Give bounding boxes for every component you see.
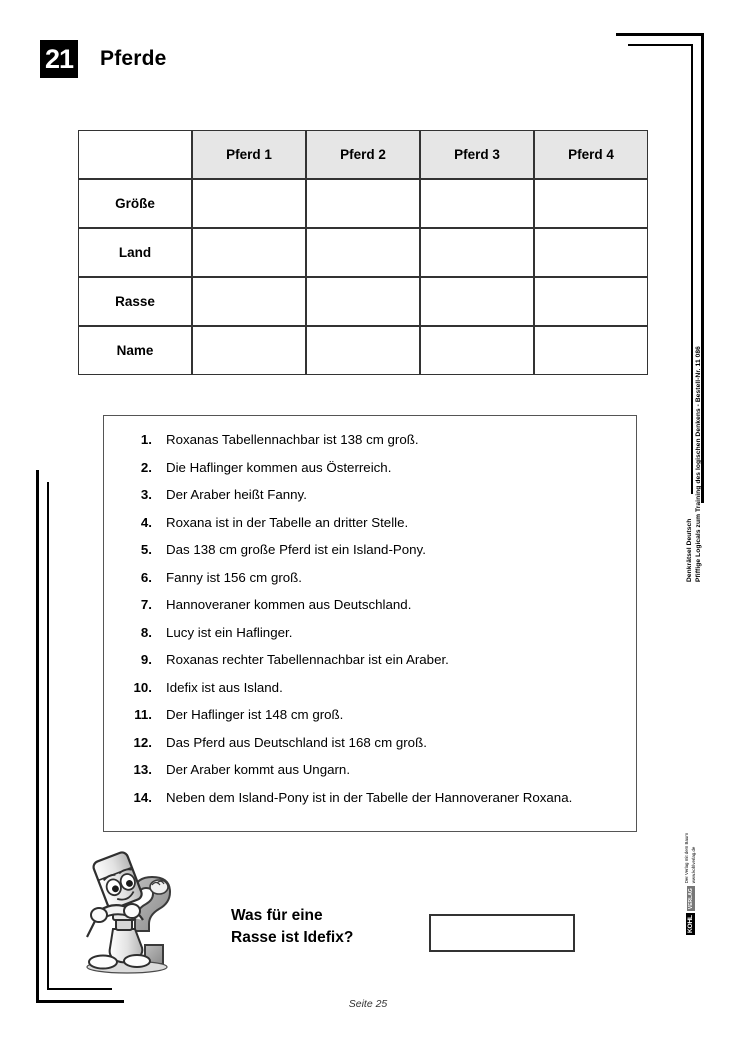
clue-text: Roxanas rechter Tabellennachbar ist ein Araber. bbox=[166, 652, 449, 667]
mascot-illustration bbox=[75, 845, 187, 977]
logo-tagline: Der Verlag mit dem Baum bbox=[684, 832, 689, 884]
clue-number: 11. bbox=[134, 707, 152, 722]
question-prompt bbox=[231, 905, 353, 950]
clue-number: 8. bbox=[140, 624, 152, 640]
list-item bbox=[104, 460, 636, 488]
clue-text: Roxanas Tabellennachbar ist 138 cm groß. bbox=[166, 432, 419, 447]
clue-list-box bbox=[103, 415, 637, 832]
grid-cell-land-pferd-2[interactable] bbox=[306, 228, 420, 277]
table-row bbox=[78, 179, 648, 228]
column-header-pferd-3: Pferd 3 bbox=[420, 130, 534, 179]
list-item bbox=[104, 487, 636, 515]
list-item bbox=[104, 515, 636, 543]
row-header-name: Name bbox=[78, 326, 192, 375]
grid-cell-groesse-pferd-2[interactable] bbox=[306, 179, 420, 228]
grid-cell-rasse-pferd-1[interactable] bbox=[192, 277, 306, 326]
puzzle-grid-table bbox=[78, 130, 648, 375]
logo-brand: KOHL bbox=[687, 915, 695, 933]
corner-bracket-bottom-left-inner-vertical bbox=[47, 482, 49, 990]
list-item bbox=[104, 432, 636, 460]
grid-cell-name-pferd-4[interactable] bbox=[534, 326, 648, 375]
eraser-head-shape bbox=[92, 851, 144, 911]
list-item bbox=[104, 735, 636, 763]
side-credits bbox=[686, 332, 704, 582]
clue-number: 4. bbox=[140, 514, 152, 530]
table-row bbox=[78, 326, 648, 375]
clue-number: 6. bbox=[140, 569, 152, 585]
table-row bbox=[78, 277, 648, 326]
grid-cell-name-pferd-1[interactable] bbox=[192, 326, 306, 375]
publisher-logo bbox=[684, 832, 697, 935]
grid-cell-groesse-pferd-4[interactable] bbox=[534, 179, 648, 228]
side-credits-title: Denkrätsel Deutsch bbox=[686, 518, 693, 582]
clue-text: Fanny ist 156 cm groß. bbox=[166, 569, 302, 585]
grid-corner-blank bbox=[78, 130, 192, 179]
list-item bbox=[104, 790, 636, 818]
exercise-number-badge: 21 bbox=[40, 40, 78, 78]
answer-input-box[interactable] bbox=[429, 914, 575, 952]
clue-number: 14. bbox=[133, 789, 152, 805]
clue-text: Der Araber kommt aus Ungarn. bbox=[166, 762, 351, 777]
grid-cell-rasse-pferd-4[interactable] bbox=[534, 277, 648, 326]
clue-number: 9. bbox=[140, 652, 152, 667]
clue-number: 3. bbox=[140, 487, 152, 502]
list-item bbox=[104, 597, 636, 625]
grid-cell-groesse-pferd-1[interactable] bbox=[192, 179, 306, 228]
clue-list bbox=[104, 416, 636, 817]
question-line-2: Rasse ist Idefix? bbox=[231, 929, 354, 947]
row-header-land: Land bbox=[78, 228, 192, 277]
clue-text: Idefix ist aus Island. bbox=[166, 679, 283, 695]
clue-text: Neben dem Island-Pony ist in der Tabelle der Hannoveraner Roxana. bbox=[166, 789, 573, 805]
grid-cell-groesse-pferd-3[interactable] bbox=[420, 179, 534, 228]
column-header-pferd-1: Pferd 1 bbox=[192, 130, 306, 179]
side-credits-subtitle: Pfiffige Logicals zum Training des logischen Denkens - Bestell-Nr. 11 086 bbox=[694, 346, 702, 582]
grid-cell-name-pferd-2[interactable] bbox=[306, 326, 420, 375]
page-title: Pferde bbox=[100, 47, 167, 70]
column-header-pferd-2: Pferd 2 bbox=[306, 130, 420, 179]
list-item bbox=[104, 652, 636, 680]
grid-cell-rasse-pferd-3[interactable] bbox=[420, 277, 534, 326]
clue-text: Lucy ist ein Haflinger. bbox=[166, 624, 293, 640]
table-row bbox=[78, 228, 648, 277]
logo-brand-suffix: VERLAG bbox=[687, 888, 694, 910]
logo-website: www.kohlverlag.de bbox=[690, 846, 696, 884]
list-item bbox=[104, 542, 636, 570]
clue-text: Hannoveraner kommen aus Deutschland. bbox=[166, 597, 412, 612]
question-line-1: Was für eine bbox=[231, 907, 323, 924]
row-header-groesse: Größe bbox=[78, 179, 192, 228]
corner-bracket-bottom-left-inner-horizontal bbox=[47, 988, 112, 990]
clue-text: Der Araber heißt Fanny. bbox=[166, 487, 307, 502]
clue-number: 12. bbox=[133, 734, 152, 750]
clue-number: 10. bbox=[133, 679, 152, 695]
page-footer: Seite 25 bbox=[348, 998, 388, 1010]
puzzle-grid-container bbox=[78, 130, 648, 375]
list-item bbox=[104, 570, 636, 598]
clue-number: 7. bbox=[140, 597, 152, 612]
page-header bbox=[40, 40, 167, 78]
list-item bbox=[104, 680, 636, 708]
corner-bracket-top-right-inner-horizontal bbox=[628, 44, 693, 46]
grid-cell-land-pferd-4[interactable] bbox=[534, 228, 648, 277]
table-header-row bbox=[78, 130, 648, 179]
corner-bracket-top-right-outer-horizontal bbox=[616, 33, 704, 36]
logo-mark bbox=[686, 886, 695, 935]
clue-text: Roxana ist in der Tabelle an dritter Stelle. bbox=[166, 514, 409, 530]
logo-tagline-group bbox=[684, 833, 697, 883]
grid-cell-rasse-pferd-2[interactable] bbox=[306, 277, 420, 326]
clue-number: 1. bbox=[140, 432, 152, 447]
list-item bbox=[104, 625, 636, 653]
clue-text: Das Pferd aus Deutschland ist 168 cm groß. bbox=[166, 734, 427, 750]
clue-number: 13. bbox=[133, 762, 152, 777]
grid-cell-land-pferd-3[interactable] bbox=[420, 228, 534, 277]
list-item bbox=[104, 707, 636, 735]
grid-cell-land-pferd-1[interactable] bbox=[192, 228, 306, 277]
row-header-rasse: Rasse bbox=[78, 277, 192, 326]
clue-number: 5. bbox=[140, 542, 152, 557]
column-header-pferd-4: Pferd 4 bbox=[534, 130, 648, 179]
grid-cell-name-pferd-3[interactable] bbox=[420, 326, 534, 375]
clue-text: Die Haflinger kommen aus Österreich. bbox=[166, 459, 392, 475]
clue-text: Das 138 cm große Pferd ist ein Island-Pony. bbox=[166, 542, 426, 557]
corner-bracket-bottom-left-outer-vertical bbox=[36, 470, 39, 1003]
list-item bbox=[104, 762, 636, 790]
clue-text: Der Haflinger ist 148 cm groß. bbox=[166, 707, 344, 722]
clue-number: 2. bbox=[140, 459, 152, 475]
